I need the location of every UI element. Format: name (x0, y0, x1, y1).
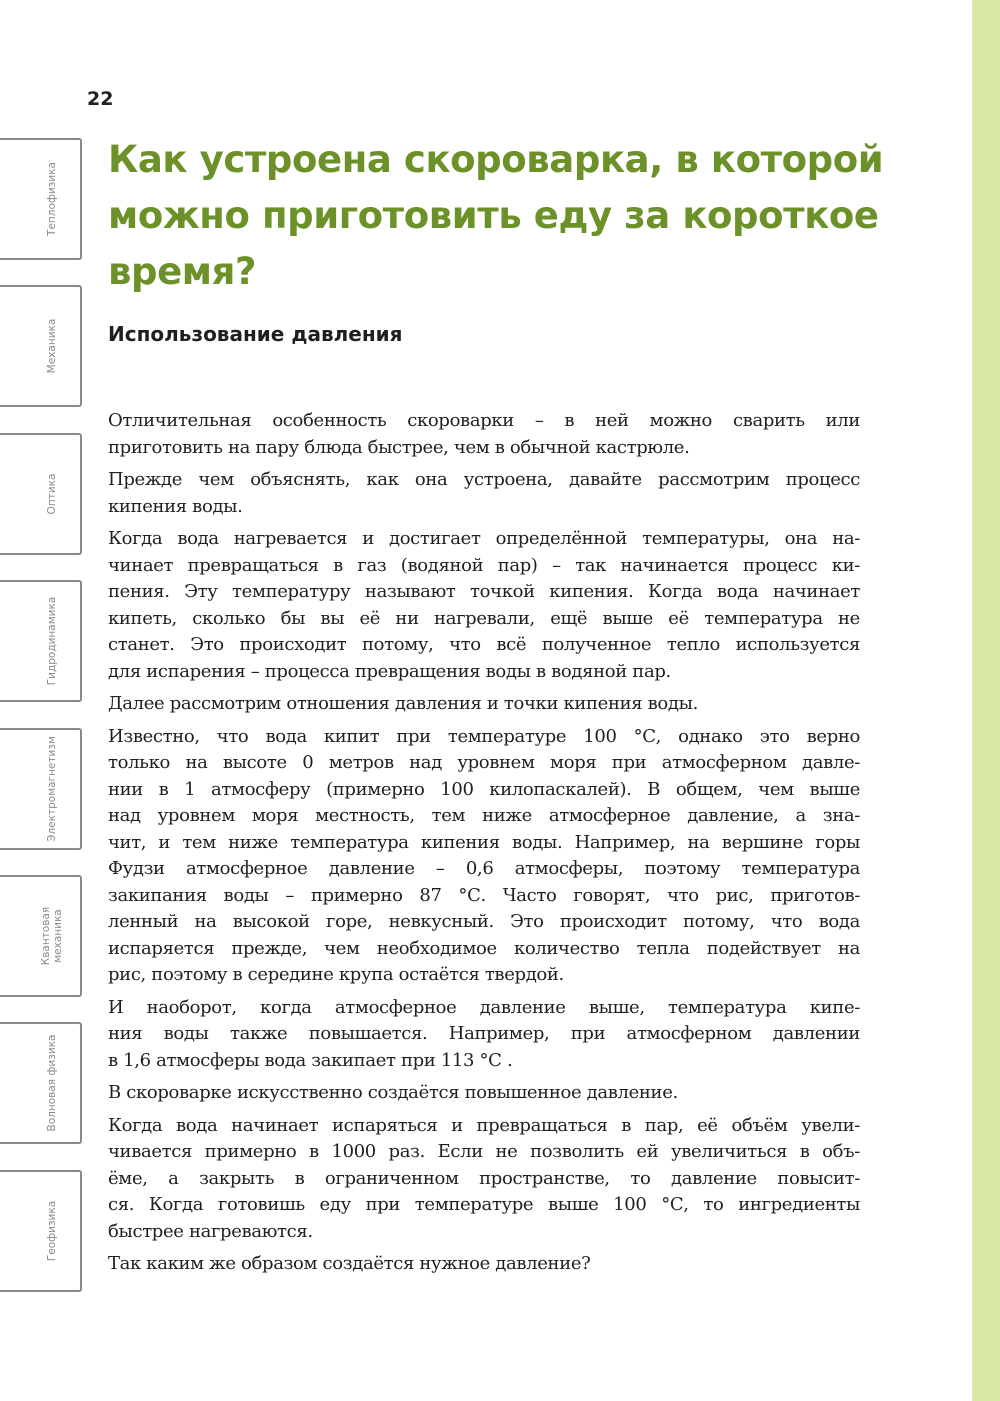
section-tab-label: Теплофизика (46, 162, 58, 236)
section-tab-quantum-mechanics[interactable] (0, 875, 82, 997)
right-color-strip (972, 0, 1000, 1401)
paragraph: Когда вода начинает испаряться и превращаться в пар, её объём увели- чивается примерно в 1000 раз. Если не позволить ей увеличиться в объ- ёме, а закрыть в ограниченном пространстве, то давление повысит- ся. Когда готовишь еду при температуре выше 100 °С, то ингредиенты быстрее нагреваются. (108, 1114, 860, 1242)
paragraph: Отличительная особенность скороварки – в ней можно сварить или приготовить на пару блюда быстрее, чем в обычной кастрюле. (108, 410, 860, 458)
section-tab-mechanics[interactable] (0, 285, 82, 407)
section-tab-wave-physics[interactable] (0, 1022, 82, 1144)
paragraph: Далее рассмотрим отношения давления и точки кипения воды. (108, 693, 698, 714)
body-text (108, 408, 860, 1284)
section-tab-hydrodynamics[interactable] (0, 580, 82, 702)
page-number: 22 (87, 88, 114, 110)
section-tab-label: Геофизика (46, 1200, 58, 1262)
paragraph: Так каким же образом создаётся нужное давление? (108, 1253, 591, 1274)
section-tab-geophysics[interactable] (0, 1170, 82, 1292)
page-title: Как устроена скороварка, в которой можно приготовить еду за короткое время? (108, 138, 884, 293)
paragraph: В скороварке искусственно создаётся повышенное давление. (108, 1082, 678, 1103)
section-tab-label: Механика (46, 318, 58, 374)
section-tab-label: Гидродинамика (46, 596, 58, 686)
section-tab-thermophysics[interactable] (0, 138, 82, 260)
section-tab-label: Оптика (46, 473, 58, 515)
section-tab-label: Электромагнетизм (46, 736, 58, 842)
section-tab-optics[interactable] (0, 433, 82, 555)
section-subtitle: Использование давления (108, 322, 403, 346)
paragraph: Когда вода нагревается и достигает определённой температуры, она на- чинает превращаться в газ (водяной пар) – так начинается процесс ки- пения. Эту температуру называют точкой кипения. Когда вода начинает кипеть, сколько бы вы её ни нагревали, ещё выше её температура не станет. Это происходит потому, что всё полученное тепло используется для испарения – процесса превращения воды в водяной пар. (108, 528, 860, 682)
section-tab-electromagnetism[interactable] (0, 728, 82, 850)
section-tab-label: Волновая физика (46, 1034, 58, 1132)
paragraph: И наоборот, когда атмосферное давление выше, температура кипе- ния воды также повышается. Например, при атмосферном давлении в 1,6 атмосферы вода закипает при 113 °С . (108, 996, 860, 1071)
section-tab-label: Квантовая механика (40, 906, 64, 966)
paragraph: Известно, что вода кипит при температуре 100 °С, однако это верно только на высоте 0 метров над уровнем моря при атмосферном давле- нии в 1 атмосферу (примерно 100 килопаскалей). В общем, чем выше над уровнем моря местность, тем ниже атмосферное давление, а зна- чит, и тем ниже температура кипения воды. Например, на вершине горы Фудзи атмосферное давление – 0,6 атмосферы, поэтому температура закипания воды – примерно 87 °С. Часто говорят, что рис, приготов- ленный на высокой горе, невкусный. Это происходит потому, что вода испаряется прежде, чем необходимое количество тепла подействует на рис, поэтому в середине крупа остаётся твердой. (108, 725, 860, 985)
paragraph: Прежде чем объяснять, как она устроена, давайте рассмотрим процесс кипения воды. (108, 469, 860, 517)
